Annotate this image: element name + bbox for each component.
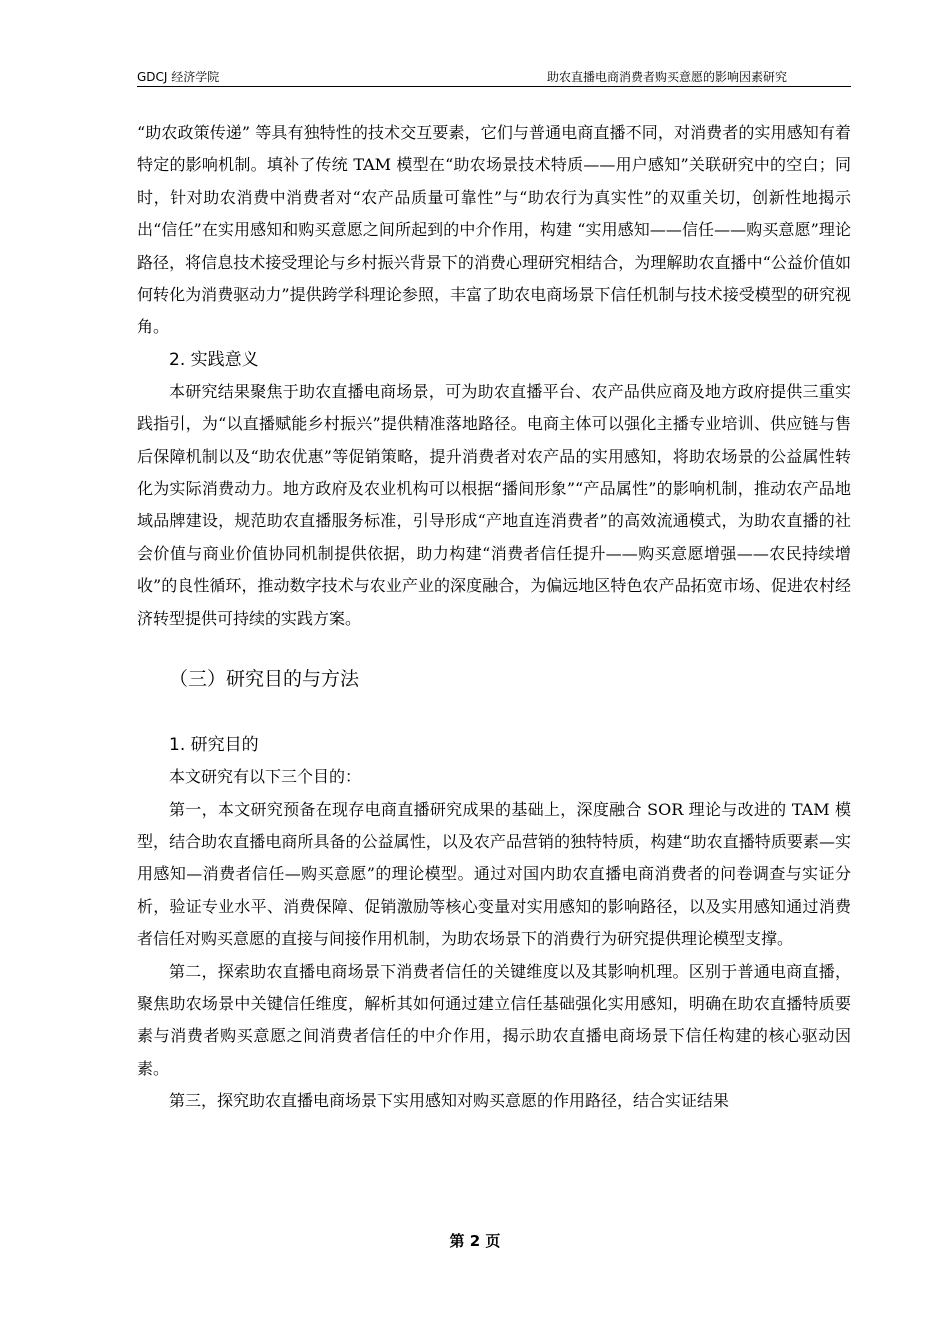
body-text [137,117,851,1118]
subheading-practical-significance: 2. 实践意义 [169,349,259,370]
running-header [137,66,851,87]
paragraph-theory-significance: “助农政策传递” 等具有独特性的技术交互要素，它们与普通电商直播不同，对消费者的实用感知有着特定的影响机制。填补了传统 TAM 模型在“助农场景技术特质——用户感知”关联研究中的空白；同时，针对助农消费中消费者对“农产品质量可靠性”与“助农行为真实性”的双重关切，创新性地揭示出“信任”在实用感知和购买意愿之间所起到的中介作用，构建 “实用感知——信任——购买意愿”理论路径，将信息技术接受理论与乡村振兴背景下的消费心理研究相结合，为理解助农直播中“公益价值如何转化为消费驱动力”提供跨学科理论参照，丰富了助农电商场景下信任机制与技术接受模型的研究视角。 [137,123,851,337]
paragraph-practical-significance: 本研究结果聚焦于助农直播电商场景，可为助农直播平台、农产品供应商及地方政府提供三重实践指引，为“以直播赋能乡村振兴”提供精准落地路径。电商主体可以强化主播专业培训、供应链与售后保障机制以及“助农优惠”等促销策略，提升消费者对农产品的实用感知，将助农场景的公益属性转化为实际消费动力。地方政府及农业机构可以根据“播间形象”“产品属性”的影响机制，推动农产品地域品牌建设，规范助农直播服务标准，引导形成“产地直连消费者”的高效流通模式，为助农直播的社会价值与商业价值协同机制提供依据，助力构建“消费者信任提升——购买意愿增强——农民持续增收”的良性循环，推动数字技术与农业产业的深度融合，为偏远地区特色农产品拓宽市场、促进农村经济转型提供可持续的实践方案。 [137,381,851,628]
paragraph-purpose-first: 第一，本文研究预备在现存电商直播研究成果的基础上，深度融合 SOR 理论与改进的 TAM 模型，结合助农直播电商所具备的公益属性，以及农产品营销的独特特质，构建“助农直播特质要素—实用感知—消费者信任—购买意愿”的理论模型。通过对国内助农直播电商消费者的问卷调查与实证分析，验证专业水平、消费保障、促销激励等核心变量对实用感知的影响路径，以及实用感知通过消费者信任对购买意愿的直接与间接作用机制，为助农场景下的消费行为研究提供理论模型支撑。 [137,799,851,949]
subheading-research-purpose: 1. 研究目的 [169,735,259,756]
paragraph-purpose-third: 第三，探究助农直播电商场景下实用感知对购买意愿的作用路径，结合实证结果 [169,1091,730,1111]
paragraph-purpose-second: 第二，探索助农直播电商场景下消费者信任的关键维度以及其影响机理。区别于普通电商直播，聚焦助农场景中关键信任维度，解析其如何通过建立信任基础强化实用感知，明确在助农直播特质要素与消费者购买意愿之间消费者信任的中介作用，揭示助农直播电商场景下信任构建的核心驱动因素。 [137,961,851,1078]
header-paper-title: 助农直播电商消费者购买意愿的影响因素研究 [546,70,787,84]
section-heading-purpose-methods: （三）研究目的与方法 [169,668,360,691]
header-institution: GDCJ 经济学院 [137,70,220,84]
page-number: 第 2 页 [449,1232,501,1250]
paragraph-purpose-lead: 本文研究有以下三个目的： [169,767,362,787]
